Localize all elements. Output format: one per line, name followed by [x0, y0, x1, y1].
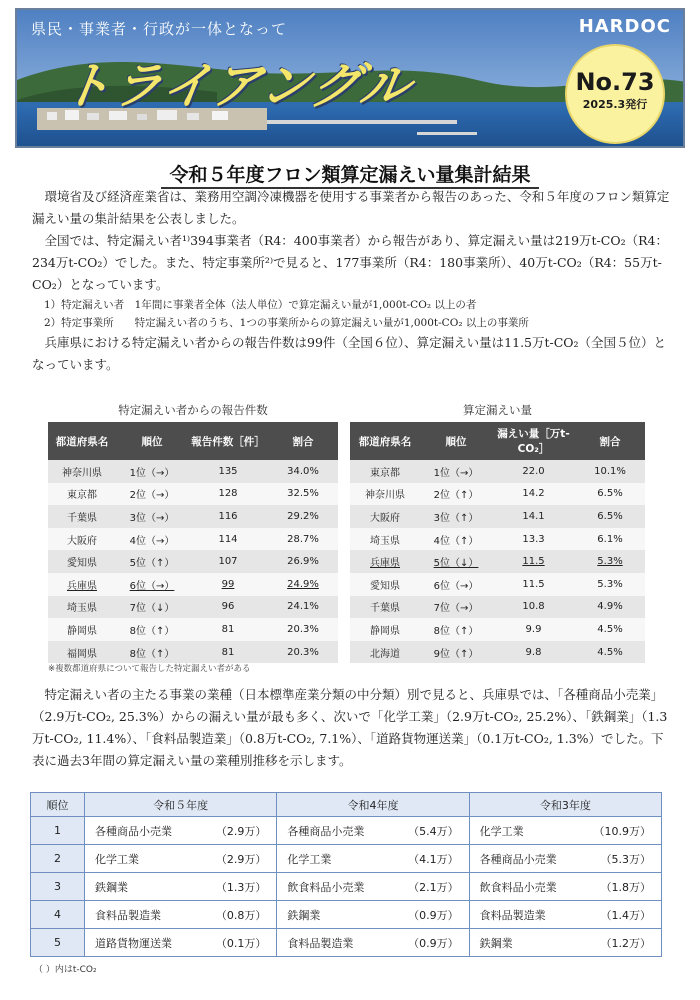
industry-cell-r3 — [469, 845, 661, 873]
footnote-2: 2）特定事業所 特定漏えい者のうち、1つの事業所からの算定漏えい量が1,000t-CO₂ 以上の事業所 — [44, 317, 529, 329]
share-cell: 6.5% — [575, 505, 645, 528]
paragraph-2: 全国では、特定漏えい者¹⁾394事業者（R4：400事業者）から報告があり、算定漏えい量は219万t-CO₂（R4：234万t-CO₂）でした。また、特定事業所²⁾で見ると、177事業所（R4：180事業所）、40万t-CO₂（R4：55万t-CO₂）となっています。 — [32, 233, 668, 292]
industry-amount: （2.1万） — [408, 880, 459, 894]
table-row — [48, 550, 338, 573]
rank-cell: 6位（→） — [116, 573, 188, 596]
rank-cell: 8位（↑） — [116, 618, 188, 641]
paragraph-3: 兵庫県における特定漏えい者からの報告件数は99件（全国６位）、算定漏えい量は11.5万t-CO₂（全国５位）となっています。 — [32, 335, 667, 372]
industry-amount: （1.4万） — [600, 908, 651, 922]
header-banner — [15, 8, 685, 148]
industry-amount: （1.2万） — [600, 936, 651, 950]
rank-cell: 5 — [31, 929, 85, 957]
share-cell: 20.3% — [268, 618, 338, 641]
col-header-rank: 順位 — [116, 422, 188, 460]
col-header-amount: 漏えい量［万t-CO₂］ — [492, 422, 575, 460]
table-row — [48, 641, 338, 664]
industry-cell-r5 — [85, 817, 277, 845]
industry-amount: （0.1万） — [215, 936, 267, 950]
industry-cell-r5 — [85, 845, 277, 873]
brand-logo: HARDOC — [578, 16, 671, 37]
rank-cell: 8位（↑） — [116, 641, 188, 664]
col-header-share: 割合 — [268, 422, 338, 460]
rank-cell: 3位（↑） — [420, 505, 492, 528]
value-cell: 14.1 — [492, 505, 575, 528]
industry-name: 食料品製造業 — [479, 908, 546, 922]
industry-name: 飲食料品小売業 — [287, 880, 365, 894]
share-cell: 4.5% — [575, 618, 645, 641]
table-row — [48, 460, 338, 483]
prefecture-cell: 兵庫県 — [350, 550, 420, 573]
rank-cell: 6位（→） — [420, 573, 492, 596]
paragraph-1: 環境省及び経済産業省は、業務用空調冷凍機器を使用する事業者から報告のあった、令和５年度のフロン類算定漏えい量の集計結果を公表しました。 — [32, 189, 670, 226]
industry-amount: （2.9万） — [215, 852, 267, 866]
industry-cell-r3 — [469, 901, 661, 929]
value-cell: 116 — [188, 505, 268, 528]
industry-name: 食料品製造業 — [95, 908, 161, 922]
article-industry — [32, 684, 672, 772]
leak-table-caption: 算定漏えい量 — [463, 403, 532, 417]
industry-cell-r3 — [469, 929, 661, 957]
industry-cell-r4 — [277, 929, 469, 957]
prefecture-cell: 東京都 — [350, 460, 420, 483]
table-row — [350, 596, 645, 619]
table-row — [350, 460, 645, 483]
rank-cell: 1位（→） — [420, 460, 492, 483]
rank-cell: 5位（↑） — [116, 550, 188, 573]
prefecture-cell: 神奈川県 — [350, 483, 420, 506]
table-row — [31, 817, 662, 845]
industry-amount: （0.9万） — [408, 908, 459, 922]
table-row — [350, 550, 645, 573]
value-cell: 13.3 — [492, 528, 575, 551]
col-header-r4: 令和4年度 — [277, 793, 469, 817]
col-header-rank: 順位 — [31, 793, 85, 817]
industry-cell-r4 — [277, 901, 469, 929]
rank-cell: 3位（→） — [116, 505, 188, 528]
industry-cell-r5 — [85, 873, 277, 901]
rank-cell: 2位（→） — [116, 483, 188, 506]
share-cell: 5.3% — [575, 550, 645, 573]
prefecture-cell: 神奈川県 — [48, 460, 116, 483]
reports-table-caption: 特定漏えい者からの報告件数 — [118, 403, 268, 417]
industry-name: 化学工業 — [479, 824, 524, 838]
value-cell: 14.2 — [492, 483, 575, 506]
rank-cell: 1位（→） — [116, 460, 188, 483]
article-intro — [32, 186, 672, 376]
table-row — [48, 528, 338, 551]
table-row — [48, 596, 338, 619]
industry-name: 飲食料品小売業 — [479, 880, 557, 894]
table-row — [350, 483, 645, 506]
value-cell: 96 — [188, 596, 268, 619]
prefecture-cell: 千葉県 — [350, 596, 420, 619]
share-cell: 32.5% — [268, 483, 338, 506]
rank-cell: 9位（↑） — [420, 641, 492, 664]
col-header-prefecture: 都道府県名 — [48, 422, 116, 460]
share-cell: 29.2% — [268, 505, 338, 528]
share-cell: 28.7% — [268, 528, 338, 551]
industry-amount: （10.9万） — [593, 824, 651, 838]
industry-name: 道路貨物運送業 — [95, 936, 172, 950]
newsletter-title: トライアングル — [57, 57, 416, 115]
industry-name: 食料品製造業 — [287, 936, 354, 950]
prefecture-cell: 愛知県 — [48, 550, 116, 573]
rank-cell: 4 — [31, 901, 85, 929]
value-cell: 99 — [188, 573, 268, 596]
prefecture-cell: 埼玉県 — [350, 528, 420, 551]
value-cell: 81 — [188, 618, 268, 641]
leak-table — [350, 422, 645, 663]
rank-cell: 3 — [31, 873, 85, 901]
table-row — [48, 505, 338, 528]
value-cell: 107 — [188, 550, 268, 573]
industry-name: 鉄鋼業 — [479, 936, 513, 950]
leak-table-body — [350, 460, 645, 663]
table-row — [350, 618, 645, 641]
industry-cell-r5 — [85, 929, 277, 957]
value-cell: 22.0 — [492, 460, 575, 483]
industry-name: 化学工業 — [287, 852, 332, 866]
share-cell: 26.9% — [268, 550, 338, 573]
reports-table-body — [48, 460, 338, 663]
col-header-prefecture: 都道府県名 — [350, 422, 420, 460]
rank-cell: 7位（↓） — [116, 596, 188, 619]
share-cell: 24.1% — [268, 596, 338, 619]
article-title — [0, 160, 700, 189]
rank-cell: 2 — [31, 845, 85, 873]
issue-badge — [565, 44, 665, 144]
value-cell: 135 — [188, 460, 268, 483]
prefecture-cell: 兵庫県 — [48, 573, 116, 596]
col-header-r3: 令和3年度 — [469, 793, 661, 817]
table-row — [31, 929, 662, 957]
industry-amount: （1.8万） — [600, 880, 651, 894]
article-title-text: 令和５年度フロン類算定漏えい量集計結果 — [161, 160, 538, 189]
reports-table — [48, 422, 338, 663]
industry-cell-r4 — [277, 845, 469, 873]
prefecture-cell: 千葉県 — [48, 505, 116, 528]
value-cell: 128 — [188, 483, 268, 506]
share-cell: 34.0% — [268, 460, 338, 483]
issue-number: No.73 — [575, 68, 655, 96]
prefecture-cell: 愛知県 — [350, 573, 420, 596]
col-header-rank: 順位 — [420, 422, 492, 460]
trend-table-body — [31, 817, 662, 957]
col-header-r5: 令和５年度 — [85, 793, 277, 817]
table-row — [350, 641, 645, 664]
industry-name: 各種商品小売業 — [479, 852, 557, 866]
table-row — [48, 483, 338, 506]
rank-cell: 2位（↑） — [420, 483, 492, 506]
prefecture-cell: 埼玉県 — [48, 596, 116, 619]
share-cell: 5.3% — [575, 573, 645, 596]
industry-trend-table — [30, 792, 662, 957]
industry-cell-r4 — [277, 873, 469, 901]
col-header-share: 割合 — [575, 422, 645, 460]
rank-cell: 7位（→） — [420, 596, 492, 619]
prefecture-cell: 北海道 — [350, 641, 420, 664]
industry-amount: （4.1万） — [408, 852, 459, 866]
industry-amount: （5.4万） — [408, 824, 459, 838]
value-cell: 10.8 — [492, 596, 575, 619]
share-cell: 6.1% — [575, 528, 645, 551]
industry-name: 鉄鋼業 — [287, 908, 321, 922]
table-row — [31, 845, 662, 873]
table-row — [31, 873, 662, 901]
prefecture-cell: 福岡県 — [48, 641, 116, 664]
share-cell: 4.5% — [575, 641, 645, 664]
tagline: 県民・事業者・行政が一体となって — [31, 20, 288, 38]
rank-cell: 4位（→） — [116, 528, 188, 551]
prefecture-cell: 大阪府 — [48, 528, 116, 551]
value-cell: 11.5 — [492, 573, 575, 596]
value-cell: 9.9 — [492, 618, 575, 641]
industry-cell-r5 — [85, 901, 277, 929]
industry-name: 鉄鋼業 — [95, 880, 128, 894]
industry-cell-r3 — [469, 817, 661, 845]
rank-cell: 4位（↑） — [420, 528, 492, 551]
prefecture-cell: 静岡県 — [48, 618, 116, 641]
value-cell: 81 — [188, 641, 268, 664]
industry-amount: （0.8万） — [215, 908, 267, 922]
table-row — [48, 618, 338, 641]
prefecture-cell: 静岡県 — [350, 618, 420, 641]
value-cell: 11.5 — [492, 550, 575, 573]
footnote-1: 1）特定漏えい者 1年間に事業者全体（法人単位）で算定漏えい量が1,000t-CO₂ 以上の者 — [44, 299, 477, 311]
rank-cell: 8位（↑） — [420, 618, 492, 641]
industry-cell-r3 — [469, 873, 661, 901]
industry-amount: （0.9万） — [408, 936, 459, 950]
table-row — [350, 573, 645, 596]
trend-table-note: （ ）内はt-CO₂ — [34, 965, 97, 975]
industry-name: 各種商品小売業 — [95, 824, 172, 838]
value-cell: 114 — [188, 528, 268, 551]
industry-name: 化学工業 — [95, 852, 139, 866]
paragraph-4: 特定漏えい者の主たる事業の業種（日本標準産業分類の中分類）別で見ると、兵庫県では、「各種商品小売業」（2.9万t-CO₂, 25.3%）からの漏えい量が最も多く、次いで「化学工業」（2.9万t-CO₂, 25.2%）、「鉄鋼業」（1.3万t-CO₂, 11.4%）、「食料品製造業」（0.8万t-CO₂, 7.1%）、「道路貨物運送業」（0.1万t-CO₂, 1.3%）でした。下表に過去3年間の算定漏えい量の業種別推移を示します。 — [32, 687, 668, 768]
col-header-count: 報告件数［件］ — [188, 422, 268, 460]
table-row — [48, 573, 338, 596]
reports-footnote: ※複数都道府県について報告した特定漏えい者がある — [48, 664, 251, 674]
prefecture-cell: 大阪府 — [350, 505, 420, 528]
share-cell: 6.5% — [575, 483, 645, 506]
industry-cell-r4 — [277, 817, 469, 845]
table-row — [350, 505, 645, 528]
industry-name: 各種商品小売業 — [287, 824, 365, 838]
rank-cell: 1 — [31, 817, 85, 845]
share-cell: 24.9% — [268, 573, 338, 596]
table-row — [31, 901, 662, 929]
prefecture-cell: 東京都 — [48, 483, 116, 506]
share-cell: 20.3% — [268, 641, 338, 664]
value-cell: 9.8 — [492, 641, 575, 664]
industry-amount: （2.9万） — [215, 824, 267, 838]
share-cell: 10.1% — [575, 460, 645, 483]
table-row — [350, 528, 645, 551]
industry-amount: （5.3万） — [600, 852, 651, 866]
rank-cell: 5位（↓） — [420, 550, 492, 573]
share-cell: 4.9% — [575, 596, 645, 619]
issue-date: 2025.3発行 — [582, 98, 648, 111]
industry-amount: （1.3万） — [215, 880, 267, 894]
